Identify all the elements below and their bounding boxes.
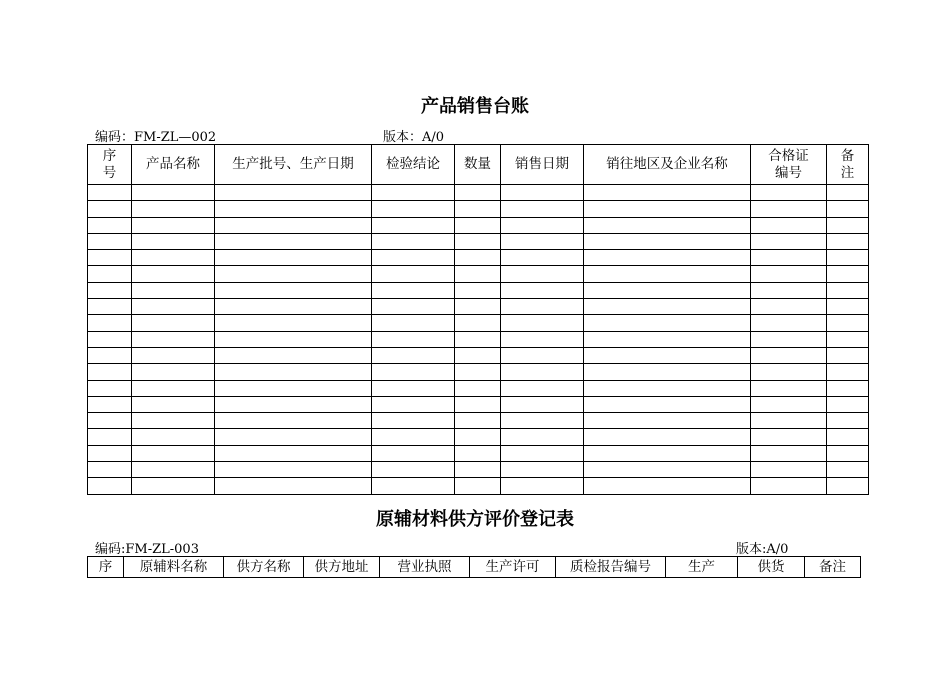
table-cell (501, 462, 584, 478)
table-row (88, 462, 869, 478)
table-cell (501, 233, 584, 249)
table-cell (827, 364, 869, 380)
table-cell (827, 233, 869, 249)
table-cell (372, 445, 455, 461)
table-cell (584, 299, 751, 315)
table-cell (501, 250, 584, 266)
table-row (88, 413, 869, 429)
table-cell (132, 266, 215, 282)
table-cell (501, 380, 584, 396)
table-cell (455, 445, 501, 461)
table-cell (455, 185, 501, 201)
table-cell (88, 233, 132, 249)
col-material-name-header: 原辅料名称 (124, 557, 224, 578)
table-cell (584, 233, 751, 249)
table-cell (132, 250, 215, 266)
table-cell (751, 478, 827, 494)
table-cell (827, 185, 869, 201)
table-cell (88, 185, 132, 201)
supplier-form-header-row (88, 557, 861, 578)
col-remark-header: 备注 (805, 557, 861, 578)
table-cell (132, 233, 215, 249)
col-production-permit-header: 生产许可 (470, 557, 556, 578)
table-cell (88, 282, 132, 298)
table-cell (751, 217, 827, 233)
table-cell (751, 445, 827, 461)
table-cell (751, 250, 827, 266)
table-cell (584, 201, 751, 217)
col-cert-line2: 编号 (775, 164, 802, 181)
table-cell (132, 380, 215, 396)
table-cell (455, 331, 501, 347)
table-cell (827, 331, 869, 347)
table-cell (132, 315, 215, 331)
table-cell (455, 429, 501, 445)
table-cell (372, 282, 455, 298)
table-cell (827, 266, 869, 282)
col-seq-header (88, 145, 132, 185)
col-business-license-header: 营业执照 (380, 557, 470, 578)
table-cell (827, 478, 869, 494)
table-cell (827, 445, 869, 461)
table-cell (88, 299, 132, 315)
col-production-header: 生产 (666, 557, 738, 578)
table-cell (827, 380, 869, 396)
table-cell (88, 396, 132, 412)
table-cell (215, 331, 372, 347)
table-row (88, 185, 869, 201)
table-row (88, 299, 869, 315)
table-cell (88, 315, 132, 331)
table-cell (455, 462, 501, 478)
table-cell (501, 364, 584, 380)
table-cell (501, 429, 584, 445)
table-cell (455, 380, 501, 396)
table-cell (584, 217, 751, 233)
table-cell (372, 462, 455, 478)
table-cell (584, 462, 751, 478)
table-cell (501, 413, 584, 429)
sales-ledger-version: 版本：A/0 (383, 130, 445, 145)
table-cell (88, 266, 132, 282)
sales-ledger-header-row (88, 145, 869, 185)
col-remark-line2: 注 (840, 164, 855, 181)
table-cell (827, 217, 869, 233)
table-cell (215, 250, 372, 266)
table-cell (501, 445, 584, 461)
table-cell (215, 413, 372, 429)
table-cell (501, 266, 584, 282)
sales-ledger-title: 产品销售台账 (421, 96, 529, 117)
table-cell (215, 299, 372, 315)
col-supplier-name-header: 供方名称 (224, 557, 304, 578)
col-product-name-header: 产品名称 (132, 145, 215, 185)
table-cell (827, 299, 869, 315)
table-cell (372, 266, 455, 282)
table-row (88, 478, 869, 494)
table-cell (751, 299, 827, 315)
table-cell (372, 380, 455, 396)
table-cell (501, 217, 584, 233)
table-cell (88, 250, 132, 266)
table-cell (827, 462, 869, 478)
table-row (88, 282, 869, 298)
table-cell (372, 364, 455, 380)
table-cell (215, 380, 372, 396)
supplier-form-version: 版本:A/0 (736, 542, 789, 557)
table-cell (584, 347, 751, 363)
table-cell (827, 315, 869, 331)
col-batch-date-header: 生产批号、生产日期 (215, 145, 372, 185)
table-row (88, 266, 869, 282)
table-cell (827, 413, 869, 429)
table-cell (751, 233, 827, 249)
table-cell (372, 413, 455, 429)
table-cell (132, 396, 215, 412)
table-cell (501, 396, 584, 412)
table-row (88, 331, 869, 347)
table-cell (501, 299, 584, 315)
table-row (88, 315, 869, 331)
table-cell (215, 315, 372, 331)
table-cell (372, 217, 455, 233)
table-cell (88, 347, 132, 363)
table-cell (455, 396, 501, 412)
table-cell (372, 201, 455, 217)
table-cell (215, 347, 372, 363)
table-cell (584, 282, 751, 298)
table-cell (132, 282, 215, 298)
table-cell (751, 347, 827, 363)
col-seq-header: 序 (88, 557, 124, 578)
table-cell (372, 185, 455, 201)
sales-ledger-code: 编码：FM-ZL—002 (95, 130, 217, 145)
table-cell (372, 299, 455, 315)
table-cell (132, 478, 215, 494)
table-cell (132, 347, 215, 363)
table-cell (827, 250, 869, 266)
table-cell (88, 445, 132, 461)
col-remark-line1: 备 (840, 147, 855, 164)
table-cell (215, 266, 372, 282)
table-cell (501, 201, 584, 217)
table-cell (88, 331, 132, 347)
table-cell (215, 445, 372, 461)
table-cell (372, 347, 455, 363)
table-cell (132, 331, 215, 347)
table-cell (751, 429, 827, 445)
table-cell (501, 331, 584, 347)
table-cell (88, 413, 132, 429)
table-row (88, 233, 869, 249)
table-cell (132, 201, 215, 217)
table-row (88, 429, 869, 445)
table-cell (132, 462, 215, 478)
table-cell (372, 396, 455, 412)
table-cell (132, 364, 215, 380)
table-cell (215, 364, 372, 380)
table-cell (584, 364, 751, 380)
col-sale-date-header: 销售日期 (501, 145, 584, 185)
col-quantity-header: 数量 (455, 145, 501, 185)
table-cell (215, 478, 372, 494)
table-cell (751, 462, 827, 478)
table-cell (88, 217, 132, 233)
table-cell (88, 478, 132, 494)
table-cell (751, 396, 827, 412)
table-row (88, 396, 869, 412)
table-cell (132, 413, 215, 429)
table-cell (751, 315, 827, 331)
col-inspection-header: 检验结论 (372, 145, 455, 185)
supplier-form-code: 编码:FM-ZL-003 (95, 542, 199, 557)
table-cell (372, 331, 455, 347)
supplier-form-table (87, 556, 861, 578)
table-cell (827, 282, 869, 298)
table-cell (501, 185, 584, 201)
table-row (88, 347, 869, 363)
sales-ledger-body (88, 185, 869, 495)
table-row (88, 380, 869, 396)
table-cell (215, 185, 372, 201)
table-cell (455, 282, 501, 298)
table-cell (215, 429, 372, 445)
col-seq-line2: 号 (102, 164, 117, 181)
table-cell (751, 413, 827, 429)
table-cell (372, 429, 455, 445)
col-remark-header (827, 145, 869, 185)
table-cell (584, 396, 751, 412)
table-cell (215, 396, 372, 412)
table-cell (827, 396, 869, 412)
table-cell (751, 201, 827, 217)
table-row (88, 201, 869, 217)
table-cell (751, 331, 827, 347)
table-cell (215, 233, 372, 249)
table-cell (584, 185, 751, 201)
table-cell (455, 266, 501, 282)
table-cell (132, 429, 215, 445)
table-cell (372, 478, 455, 494)
col-seq-line1: 序 (102, 147, 117, 164)
sales-ledger-table (87, 144, 869, 495)
table-cell (455, 217, 501, 233)
table-cell (751, 380, 827, 396)
table-cell (455, 233, 501, 249)
table-cell (455, 315, 501, 331)
table-cell (132, 217, 215, 233)
table-cell (584, 250, 751, 266)
table-row (88, 364, 869, 380)
table-cell (455, 364, 501, 380)
table-cell (584, 429, 751, 445)
supplier-form-title: 原辅材料供方评价登记表 (376, 509, 574, 530)
table-cell (501, 282, 584, 298)
col-certificate-header (751, 145, 827, 185)
table-cell (584, 331, 751, 347)
table-cell (455, 201, 501, 217)
col-destination-header: 销往地区及企业名称 (584, 145, 751, 185)
table-cell (455, 250, 501, 266)
table-cell (88, 364, 132, 380)
table-cell (827, 201, 869, 217)
table-cell (455, 299, 501, 315)
table-row (88, 217, 869, 233)
table-cell (584, 315, 751, 331)
col-supply-header: 供货 (738, 557, 805, 578)
table-cell (372, 233, 455, 249)
table-cell (751, 282, 827, 298)
table-cell (501, 347, 584, 363)
table-cell (88, 380, 132, 396)
table-cell (584, 445, 751, 461)
table-cell (215, 217, 372, 233)
table-cell (827, 347, 869, 363)
table-cell (215, 282, 372, 298)
col-cert-line1: 合格证 (768, 147, 809, 164)
table-cell (88, 462, 132, 478)
table-row (88, 250, 869, 266)
col-supplier-address-header: 供方地址 (304, 557, 380, 578)
table-cell (751, 185, 827, 201)
table-cell (372, 250, 455, 266)
table-cell (132, 185, 215, 201)
table-cell (455, 478, 501, 494)
table-cell (501, 478, 584, 494)
table-cell (584, 478, 751, 494)
table-cell (827, 429, 869, 445)
table-cell (584, 266, 751, 282)
table-cell (455, 347, 501, 363)
table-cell (501, 315, 584, 331)
table-cell (215, 462, 372, 478)
table-cell (215, 201, 372, 217)
table-cell (751, 364, 827, 380)
table-cell (584, 380, 751, 396)
table-cell (88, 429, 132, 445)
table-cell (584, 413, 751, 429)
col-qc-report-header: 质检报告编号 (556, 557, 666, 578)
table-cell (455, 413, 501, 429)
table-cell (372, 315, 455, 331)
table-cell (132, 445, 215, 461)
table-cell (132, 299, 215, 315)
table-cell (88, 201, 132, 217)
table-row (88, 445, 869, 461)
table-cell (751, 266, 827, 282)
